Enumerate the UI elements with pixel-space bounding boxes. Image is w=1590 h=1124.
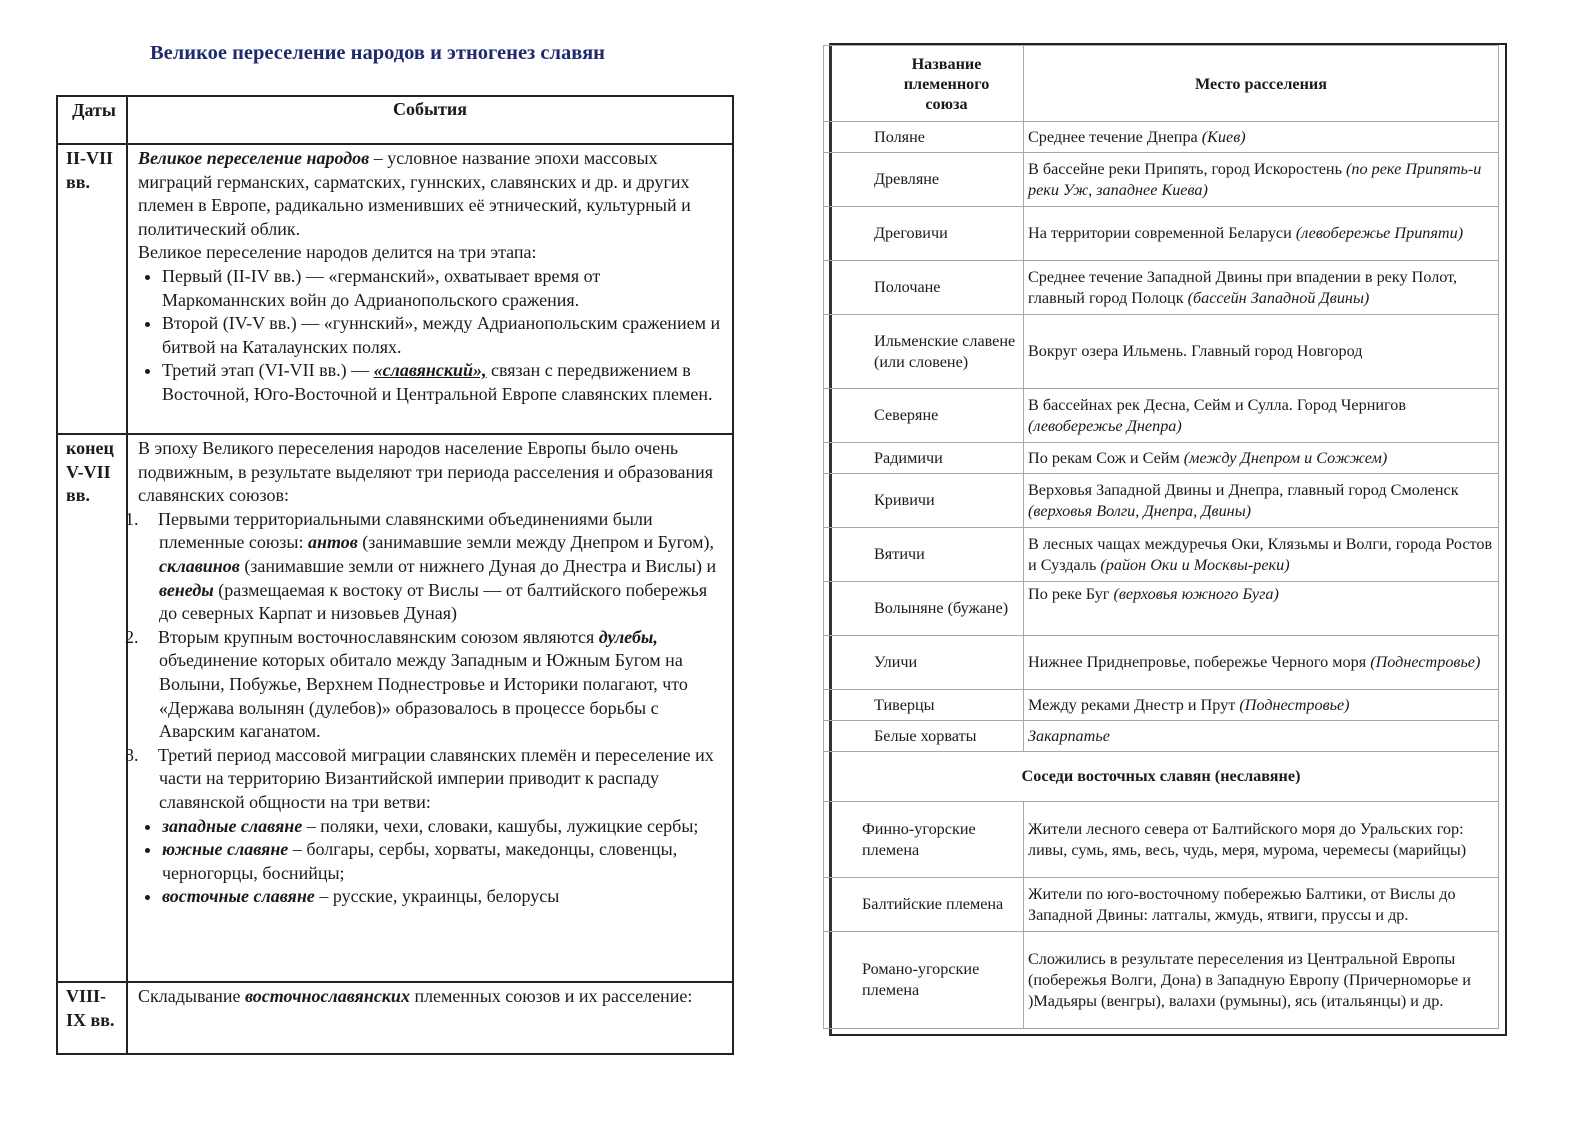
- place-text: По реке Буг: [1028, 585, 1114, 603]
- tribe-name: Поляне: [824, 122, 1024, 153]
- table-row: [824, 721, 1499, 752]
- tribe-place: [1024, 582, 1499, 636]
- place-note: (верховья Волги, Днепра, Двины): [1028, 501, 1252, 520]
- header-tribe-name: Название племенного союза: [824, 46, 1024, 122]
- event-migration: [127, 144, 733, 434]
- neighbor-place: Жители по юго-восточному побережью Балтики, от Вислы до Западной Двины: латгалы, жмудь, ятвиги, пруссы и др.: [1024, 878, 1499, 932]
- term-veneti: венеды: [159, 579, 214, 600]
- event-unions: Складывание восточнославянских племенных союзов и их расселение:: [127, 982, 733, 1054]
- list-item: • Второй (IV-V вв.) — «гуннский», между Адрианопольским сражением и битвой на Каталаунских полях.: [162, 312, 726, 359]
- header-events: События: [127, 96, 733, 144]
- table-row: [824, 389, 1499, 443]
- neighbors-header-row: [824, 752, 1499, 802]
- term-west-slavs: западные славяне: [162, 815, 303, 836]
- tribes-table: [823, 45, 1499, 1029]
- tribe-name: Волыняне (бужане): [824, 582, 1024, 636]
- table-row: [824, 690, 1499, 721]
- table-row: [824, 802, 1499, 878]
- tribe-place: [1024, 690, 1499, 721]
- neighbor-name: Романо-угорские племена: [824, 932, 1024, 1029]
- place-text: Вокруг озера Ильмень. Главный город Новгород: [1028, 342, 1363, 360]
- settlement-intro: В эпоху Великого переселения народов население Европы было очень подвижным, в результате выделяют три периода расселения и образования славянских союзов:: [138, 438, 714, 506]
- tribe-place: [1024, 474, 1499, 528]
- header-settlement-place: Место расселения: [1024, 46, 1499, 122]
- table-row: [824, 261, 1499, 315]
- place-text: В лесных чащах междуречья Оки, Клязьмы и Волги, города Ростов и Суздаль: [1028, 534, 1493, 574]
- branches-list: [138, 815, 726, 909]
- table-row: [824, 122, 1499, 153]
- table-row: [824, 528, 1499, 582]
- events-row-settlement: [57, 434, 733, 982]
- term-east-slavic: восточнославянских: [244, 986, 410, 1006]
- events-row-migration: [57, 144, 733, 434]
- neighbor-place: Сложились в результате переселения из Центральной Европы (побережья Волги, Дона) в Западную Европу (Причерноморье и )Мадьяры (венгры), валахи (румыны), ясь (итальянцы) и др.: [1024, 932, 1499, 1029]
- table-row: [824, 932, 1499, 1029]
- tribe-name: Тиверцы: [824, 690, 1024, 721]
- place-note: Закарпатье: [1028, 726, 1110, 745]
- page-title: Великое переселение народов и этногенез славян: [150, 42, 605, 64]
- period-1: 1. Первыми территориальными славянскими объединениями были племенные союзы: антов (занимавшие земли между Днепром и Бугом), склавинов (занимавшие земли от нижнего Дуная до Днестра и Вислы) и венеды (размещаемая к востоку от Вислы — от балтийского побережья до северных Карпат и низовьев Дуная): [125, 508, 717, 624]
- stages-list: [138, 265, 726, 407]
- neighbor-place: Жители лесного севера от Балтийского моря до Уральских гор: ливы, сумь, ямь, весь, чудь, меря, мурома, черемесы (марийцы): [1024, 802, 1499, 878]
- place-text: Верховья Западной Двины и Днепра, главный город Смоленск: [1028, 480, 1459, 499]
- tribe-name: Кривичи: [824, 474, 1024, 528]
- tribe-place: [1024, 122, 1499, 153]
- table-row: [824, 582, 1499, 636]
- neighbors-header: Соседи восточных славян (неславяне): [824, 752, 1499, 802]
- table-row: [824, 153, 1499, 207]
- place-text: Между реками Днестр и Прут: [1028, 695, 1240, 714]
- tribe-place: [1024, 443, 1499, 474]
- term-migration: Великое переселение народов: [138, 148, 370, 168]
- list-item: • южные славяне – болгары, сербы, хорваты, македонцы, словенцы, черногорцы, боснийцы;: [162, 838, 726, 885]
- place-note: (между Днепром и Сожжем): [1183, 448, 1388, 467]
- list-item: • Третий этап (VI-VII вв.) — «славянский», связан с передвижением в Восточной, Юго-Восточной и Центральной Европе славянских племен.: [162, 359, 726, 406]
- table-row: [824, 443, 1499, 474]
- term-antes: антов: [307, 532, 358, 553]
- migration-intro: – условное название эпохи массовых миграций германских, сарматских, гуннских, славянских и др. и других племен в Европе, радикально изменивших её этнический, культурный и политический облик.: [138, 148, 691, 239]
- date-8-9-centuries: VIII-IX вв.: [57, 982, 127, 1054]
- tribes-body: [824, 122, 1499, 752]
- term-south-slavs: южные славяне: [162, 839, 289, 860]
- place-note: (по реке Припять-и реки Уж, западнее Киева): [1028, 159, 1482, 199]
- term-sklavins: склавинов: [159, 555, 240, 576]
- list-item: • восточные славяне – русские, украинцы, белорусы: [162, 885, 726, 909]
- term-east-slavs: восточные славяне: [162, 886, 315, 907]
- stages-intro: Великое переселение народов делится на три этапа:: [138, 242, 537, 263]
- tribe-name: Полочане: [824, 261, 1024, 315]
- place-note: (бассейн Западной Двины): [1187, 288, 1370, 307]
- place-text: Нижнее Приднепровье, побережье Черного моря: [1028, 653, 1371, 671]
- neighbor-name: Финно-угорские племена: [824, 802, 1024, 878]
- place-note: (район Оки и Москвы-реки): [1100, 555, 1290, 574]
- date-5-7-centuries: конец V-VII вв.: [57, 434, 127, 982]
- neighbor-name: Балтийские племена: [824, 878, 1024, 932]
- place-note: (левобережье Припяти): [1295, 224, 1464, 242]
- tribe-place: [1024, 207, 1499, 261]
- tribe-place: [1024, 261, 1499, 315]
- tribe-name: Уличи: [824, 636, 1024, 690]
- tribe-name: Дреговичи: [824, 207, 1024, 261]
- neighbors-body: [824, 802, 1499, 1029]
- place-text: По рекам Сож и Сейм: [1028, 448, 1184, 467]
- tribes-header-row: [824, 46, 1499, 122]
- tribe-name: Белые хорваты: [824, 721, 1024, 752]
- term-dulebs: дулебы,: [598, 626, 658, 647]
- list-item: • Первый (II-IV вв.) — «германский», охватывает время от Маркоманнских войн до Адрианопольского сражения.: [162, 265, 726, 312]
- place-note: (Поднестровье): [1239, 695, 1350, 714]
- tribe-place: [1024, 721, 1499, 752]
- place-note: (Поднестровье): [1370, 653, 1481, 671]
- list-item: • западные славяне – поляки, чехи, словаки, кашубы, лужицкие сербы;: [162, 815, 726, 839]
- tribe-name: Древляне: [824, 153, 1024, 207]
- events-header-row: [57, 96, 733, 144]
- tribe-place: [1024, 528, 1499, 582]
- date-2-7-centuries: II-VII вв.: [57, 144, 127, 434]
- table-row: [824, 315, 1499, 389]
- place-text: В бассейне реки Припять, город Искоростень: [1028, 159, 1347, 178]
- table-row: [824, 636, 1499, 690]
- migration-definition: [138, 147, 726, 241]
- place-text: Среднее течение Западной Двины при впадении в реку Полот, главный город Полоцк: [1028, 267, 1458, 307]
- tribe-name: Северяне: [824, 389, 1024, 443]
- place-text: На территории современной Беларуси: [1028, 224, 1296, 242]
- tribe-name: Радимичи: [824, 443, 1024, 474]
- place-note: (левобережье Днепра): [1028, 416, 1182, 435]
- tribe-name: Ильменские славене (или словене): [824, 315, 1024, 389]
- tribe-name: Вятичи: [824, 528, 1024, 582]
- period-2: 2. Вторым крупным восточнославянским союзом являются дулебы, объединение которых обитало между Западным и Южным Бугом на Волыни, Побужье, Верхнем Поднестровье и Историки полагают, что «Держава волынян (дулебов)» образовалось в процессе борьбы с Аварским каганатом.: [125, 626, 688, 742]
- period-3: 3. Третий период массовой миграции славянских племён и переселение их части на территорию Византийской империи приводит к распаду славянской общности на три ветви:: [125, 744, 714, 812]
- tribe-place: [1024, 636, 1499, 690]
- header-dates: Даты: [57, 96, 127, 144]
- place-note: (верховья южного Буга): [1113, 585, 1279, 603]
- tribe-place: [1024, 153, 1499, 207]
- event-settlement: [127, 434, 733, 982]
- place-text: Среднее течение Днепра: [1028, 127, 1202, 146]
- events-row-unions: [57, 982, 733, 1054]
- table-row: [824, 878, 1499, 932]
- place-text: В бассейнах рек Десна, Сейм и Сулла. Город Чернигов: [1028, 395, 1406, 414]
- table-row: [824, 207, 1499, 261]
- table-row: [824, 474, 1499, 528]
- tribe-place: [1024, 389, 1499, 443]
- place-note: (Киев): [1201, 127, 1246, 146]
- term-slavic-stage: «славянский»,: [373, 360, 487, 381]
- events-table: [56, 95, 734, 1055]
- tribe-place: [1024, 315, 1499, 389]
